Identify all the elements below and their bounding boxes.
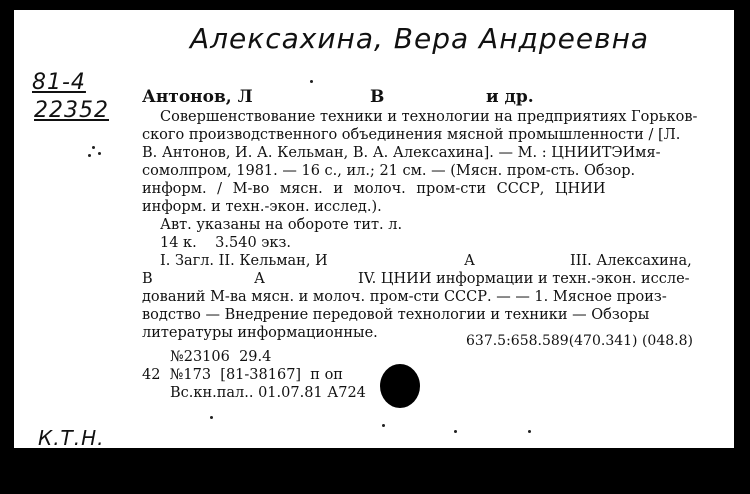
note-line-1: Авт. указаны на обороте тит. л. [160,217,403,233]
body-line-6: информ. и техн.-экон. исслед.). [142,199,382,215]
tracing-line1-right: III. Алексахина, [570,253,692,269]
footer-line2: 42 №173 [81-38167] п оп [142,367,343,383]
speck [382,424,385,427]
handwritten-shelf-top: 81-4 [32,70,86,95]
footer-line3: Вс.кн.пал.. 01.07.81 А724 [170,385,366,401]
speck [310,80,313,83]
punch-hole [380,364,420,408]
footer-order: №23106 29.4 [170,349,272,365]
handwritten-shelf-bottom: 22352 [34,98,109,123]
speck [454,430,457,433]
speck [528,430,531,433]
heading-author: Антонов, Л [142,87,253,107]
handwritten-author-name: Алексахина, Вера Андреевна [190,22,650,55]
tracing-line1-left: I. Загл. II. Кельман, И [160,253,328,269]
speck [88,154,91,157]
classification-index: 637.5:658.589(470.341) (048.8) [466,333,693,349]
body-line-3: В. Антонов, И. А. Кельман, В. А. Алексахина]. — М. : ЦНИИТЭИмя- [142,145,661,161]
tracing-line3: дований М-ва мясн. и молоч. пром-сти СССР. — — 1. Мясное произ- [142,289,667,305]
speck [92,146,95,149]
tracing-line5: литературы информационные. [142,325,378,341]
tracing-line4: водство — Внедрение передовой технологии и техники — Обзоры [142,307,650,323]
tracing-line2-right: IV. ЦНИИ информации и техн.-экон. иссле- [358,271,690,287]
note-line-2: 14 к. 3.540 экз. [160,235,291,251]
catalog-card [14,10,734,448]
tracing-line2-left: В [142,271,153,287]
tracing-line1-mid: А [464,253,475,269]
handwritten-degree: К.Т.Н. [38,426,105,450]
body-line-4: сомолпром, 1981. — 16 с., ил.; 21 см. — (Мясн. пром-сть. Обзор. [142,163,636,179]
body-line-2: ского производственного объединения мясной промышленности / [Л. [142,127,681,143]
speck [98,152,101,155]
speck [210,416,213,419]
heading-initial: В [370,87,385,107]
tracing-line2-mid: А [254,271,265,287]
body-line-1: Совершенствование техники и технологии на предприятиях Горьков- [160,109,698,125]
heading-et-al: и др. [486,87,534,107]
body-line-5: информ. / М-во мясн. и молоч. пром-сти СССР, ЦНИИ [142,181,606,197]
